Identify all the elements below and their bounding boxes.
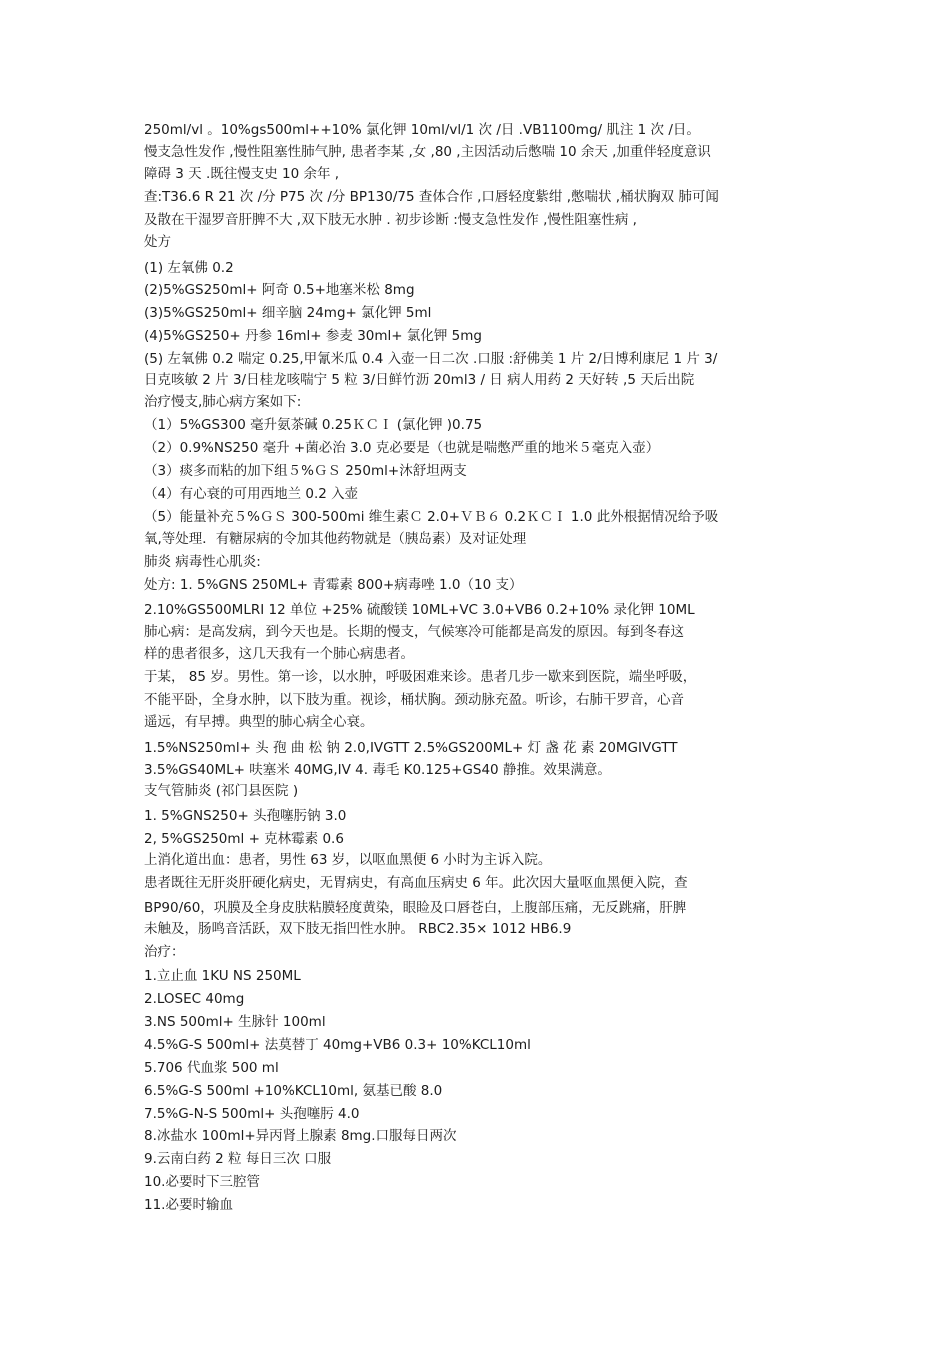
text-line: 11.必要时输血: [144, 1197, 233, 1213]
text-line: 7.5%G-N-S 500ml+ 头孢噻肟 4.0: [144, 1106, 360, 1122]
text-line: 8.冰盐水 100ml+异丙肾上腺素 8mg.口服每日两次: [144, 1128, 457, 1144]
text-line: (3)5%GS250ml+ 细辛脑 24mg+ 氯化钾 5ml: [144, 305, 432, 321]
text-line: 治疗：: [144, 944, 185, 960]
text-line: （3）痰多而粘的加下组５%ＧＳ 250ml+沐舒坦两支: [144, 463, 467, 479]
text-line: 3.5%GS40ML+ 呋塞米 40MG,IV 4. 毒毛 K0.125+GS40 静推。效果满意。: [144, 762, 611, 778]
text-line: (1) 左氧佛 0.2: [144, 260, 234, 276]
text-line: 2, 5%GS250ml + 克林霉素 0.6: [144, 831, 344, 847]
text-line: 未触及，肠鸣音活跃，双下肢无指凹性水肿。 RBC2.35× 1012 HB6.9: [144, 921, 572, 937]
text-line: 10.必要时下三腔管: [144, 1174, 260, 1190]
text-line: 4.5%G-S 500ml+ 法莫替丁 40mg+VB6 0.3+ 10%KCL10ml: [144, 1037, 531, 1053]
text-line: 治疗慢支,肺心病方案如下:: [144, 394, 302, 410]
text-line: 不能平卧，全身水肿，以下肢为重。视诊，桶状胸。颈动脉充盈。听诊，右肺干罗音，心音: [144, 692, 684, 708]
text-line: BP90/60，巩膜及全身皮肤粘膜轻度黄染，眼睑及口唇苍白，上腹部压痛，无反跳痛，肝脾: [144, 900, 687, 916]
text-line: (2)5%GS250ml+ 阿奇 0.5+地塞米松 8mg: [144, 282, 415, 298]
text-line: （5）能量补充５%ＧＳ 300-500mi 维生素Ｃ 2.0+ＶＢ６ 0.2ＫＣＩ 1.0 此外根据情况给予吸: [144, 509, 719, 525]
text-line: （1）5%GS300 毫升氨茶碱 0.25ＫＣＩ (氯化钾 )0.75: [144, 417, 483, 433]
text-line: 于某， 85 岁。男性。第一诊，以水肿，呼吸困难来诊。患者几步一歇来到医院，端坐呼吸，: [144, 669, 697, 685]
text-line: 样的患者很多，这几天我有一个肺心病患者。: [144, 646, 414, 662]
text-line: 2.10%GS500MLRI 12 单位 +25% 硫酸镁 10ML+VC 3.0+VB6 0.2+10% 录化钾 10ML: [144, 602, 695, 618]
text-line: 氧,等处理．有糖尿病的令加其他药物就是（胰岛素）及对证处理: [144, 531, 527, 547]
text-line: （2）0.9%NS250 毫升 +菌必治 3.0 克必要是（也就是喘憋严重的地米５毫克入壶）: [144, 440, 660, 456]
text-line: 障碍 3 天 .既往慢支史 10 余年 ,: [144, 166, 340, 182]
text-line: 250ml/vl 。10%gs500ml++10% 氯化钾 10ml/vl/1 次 /日 .VB1100mg/ 肌注 1 次 /日。: [144, 122, 700, 138]
text-line: 处方: 1. 5%GNS 250ML+ 青霉素 800+病毒唑 1.0（10 支）: [144, 577, 523, 593]
text-line: 2.LOSEC 40mg: [144, 991, 245, 1007]
text-line: 肺心病：是高发病，到今天也是。长期的慢支，气候寒冷可能都是高发的原因。每到冬春这: [144, 624, 684, 640]
text-line: 1.5%NS250ml+ 头 孢 曲 松 钠 2.0,IVGTT 2.5%GS200ML+ 灯 盏 花 素 20MGIVGTT: [144, 740, 678, 756]
text-line: 6.5%G-S 500ml +10%KCL10ml, 氨基已酸 8.0: [144, 1083, 443, 1099]
text-line: 1.立止血 1KU NS 250ML: [144, 968, 301, 984]
text-line: 处方: [144, 234, 171, 250]
text-line: 查:T36.6 R 21 次 /分 P75 次 /分 BP130/75 查体合作 ,口唇轻度紫绀 ,憋喘状 ,桶状胸双 肺可闻: [144, 189, 719, 205]
text-line: 日克咳敏 2 片 3/日桂龙咳喘宁 5 粒 3/日鲜竹沥 20ml3 / 日 病人用药 2 天好转 ,5 天后出院: [144, 372, 695, 388]
text-line: （4）有心衰的可用西地兰 0.2 入壶: [144, 486, 359, 502]
text-line: (4)5%GS250+ 丹参 16ml+ 参麦 30ml+ 氯化钾 5mg: [144, 328, 482, 344]
text-line: 遥远，有早搏。典型的肺心病全心衰。: [144, 714, 374, 730]
text-line: 3.NS 500ml+ 生脉针 100ml: [144, 1014, 326, 1030]
text-line: 9.云南白药 2 粒 每日三次 口服: [144, 1151, 332, 1167]
text-line: 5.706 代血浆 500 ml: [144, 1060, 279, 1076]
text-line: 支气管肺炎 (祁门县医院 ): [144, 783, 299, 799]
text-line: 肺炎 病毒性心肌炎:: [144, 554, 261, 570]
text-line: 1. 5%GNS250+ 头孢噻肟钠 3.0: [144, 808, 347, 824]
text-line: (5) 左氧佛 0.2 喘定 0.25,甲氰米瓜 0.4 入壶一日二次 .口服 :舒佛美 1 片 2/日博利康尼 1 片 3/: [144, 351, 718, 367]
text-line: 慢支急性发作 ,慢性阻塞性肺气肿, 患者李某 ,女 ,80 ,主因活动后憋喘 10 余天 ,加重伴轻度意识: [144, 144, 711, 160]
text-line: 上消化道出血：患者，男性 63 岁，以呕血黑便 6 小时为主诉入院。: [144, 852, 552, 868]
text-line: 及散在干湿罗音肝脾不大 ,双下肢无水肿 . 初步诊断 :慢支急性发作 ,慢性阻塞性病 ,: [144, 212, 637, 228]
text-line: 患者既往无肝炎肝硬化病史，无胃病史，有高血压病史 6 年。此次因大量呕血黑便入院，查: [144, 875, 688, 891]
